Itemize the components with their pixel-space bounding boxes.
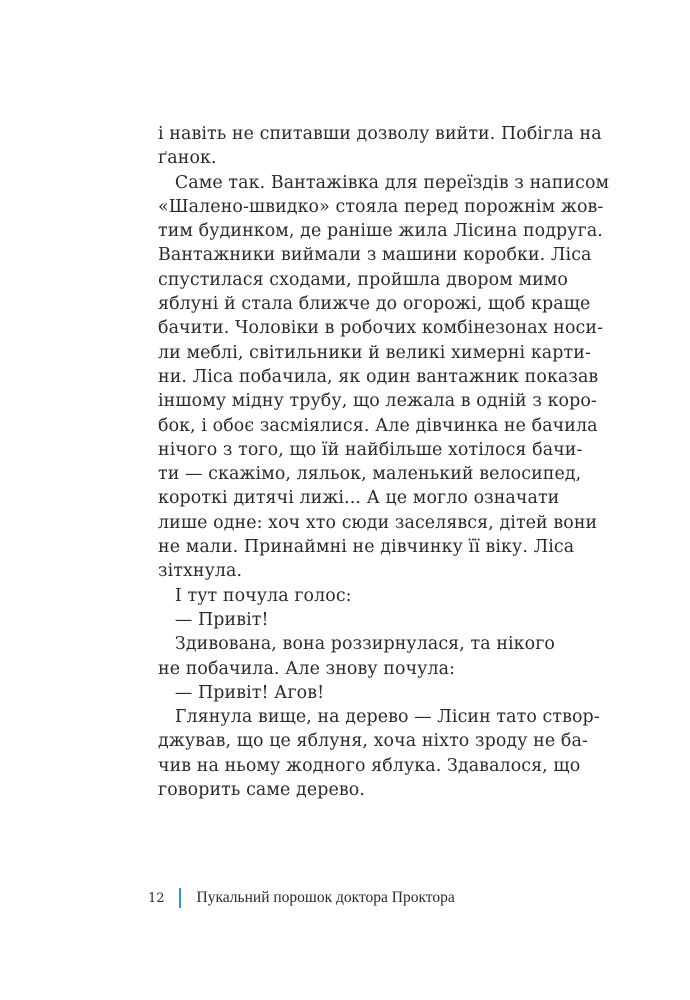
text-line: спустилася сходами, пройшла двором мимо [158, 269, 568, 290]
text-line: ни. Ліса побачила, як один вантажник показав [158, 366, 599, 387]
footer-divider [179, 888, 181, 908]
text-line: — Привіт! Агов! [158, 682, 325, 703]
text-line: чив на ньому жодного яблука. Здавалося, що [158, 755, 581, 776]
text-line: Саме так. Вантажівка для переїздів з написом [158, 172, 610, 193]
text-line: ли меблі, світильники й великі химерні карти- [158, 342, 591, 363]
text-line: короткі дитячі лижі... А це могло означати [158, 488, 560, 509]
text-line: бачити. Чоловіки в робочих комбінезонах носи- [158, 318, 604, 339]
text-line: ґанок. [158, 148, 217, 169]
text-line: лише одне: хоч хто сюди заселявся, дітей вони [158, 512, 598, 533]
text-line: Вантажники виймали з машини коробки. Ліса [158, 245, 592, 266]
text-line: зітхнула. [158, 561, 243, 582]
text-line: — Привіт! [158, 609, 269, 630]
text-line: «Шалено-швидко» стояла перед порожнім жов- [158, 196, 604, 217]
text-line: нічого з того, що їй найбільше хотілося бачи- [158, 439, 583, 460]
book-title: Пукальний порошок доктора Проктора [196, 889, 455, 906]
text-line: Здивована, вона роззирнулася, та нікого [158, 634, 555, 655]
text-line: не мали. Принаймні не дівчинку її віку. Ліса [158, 537, 575, 558]
text-line: говорить саме дерево. [158, 780, 365, 801]
text-line: ти — скажімо, ляльок, маленький велосипед, [158, 464, 582, 485]
text-line: не побачила. Але знову почула: [158, 658, 456, 679]
text-line: Глянула вище, на дерево — Лісин тато створ- [158, 707, 600, 728]
text-line: іншому мідну трубу, що лежала в одній з коро- [158, 391, 597, 412]
body-text [158, 122, 610, 802]
text-line: джував, що це яблуня, хоча ніхто зроду не ба- [158, 731, 588, 752]
page-footer [148, 886, 455, 910]
text-line: і навіть не спитавши дозволу вийти. Побігла на [158, 124, 602, 144]
text-line: бок, і обоє засміялися. Але дівчинка не бачила [158, 415, 598, 436]
text-line: яблуні й стала ближче до огорожі, щоб краще [158, 294, 591, 315]
page-number: 12 [148, 890, 165, 906]
text-line: тим будинком, де раніше жила Лісина подруга. [158, 221, 603, 242]
text-line: І тут почула голос: [158, 585, 352, 606]
